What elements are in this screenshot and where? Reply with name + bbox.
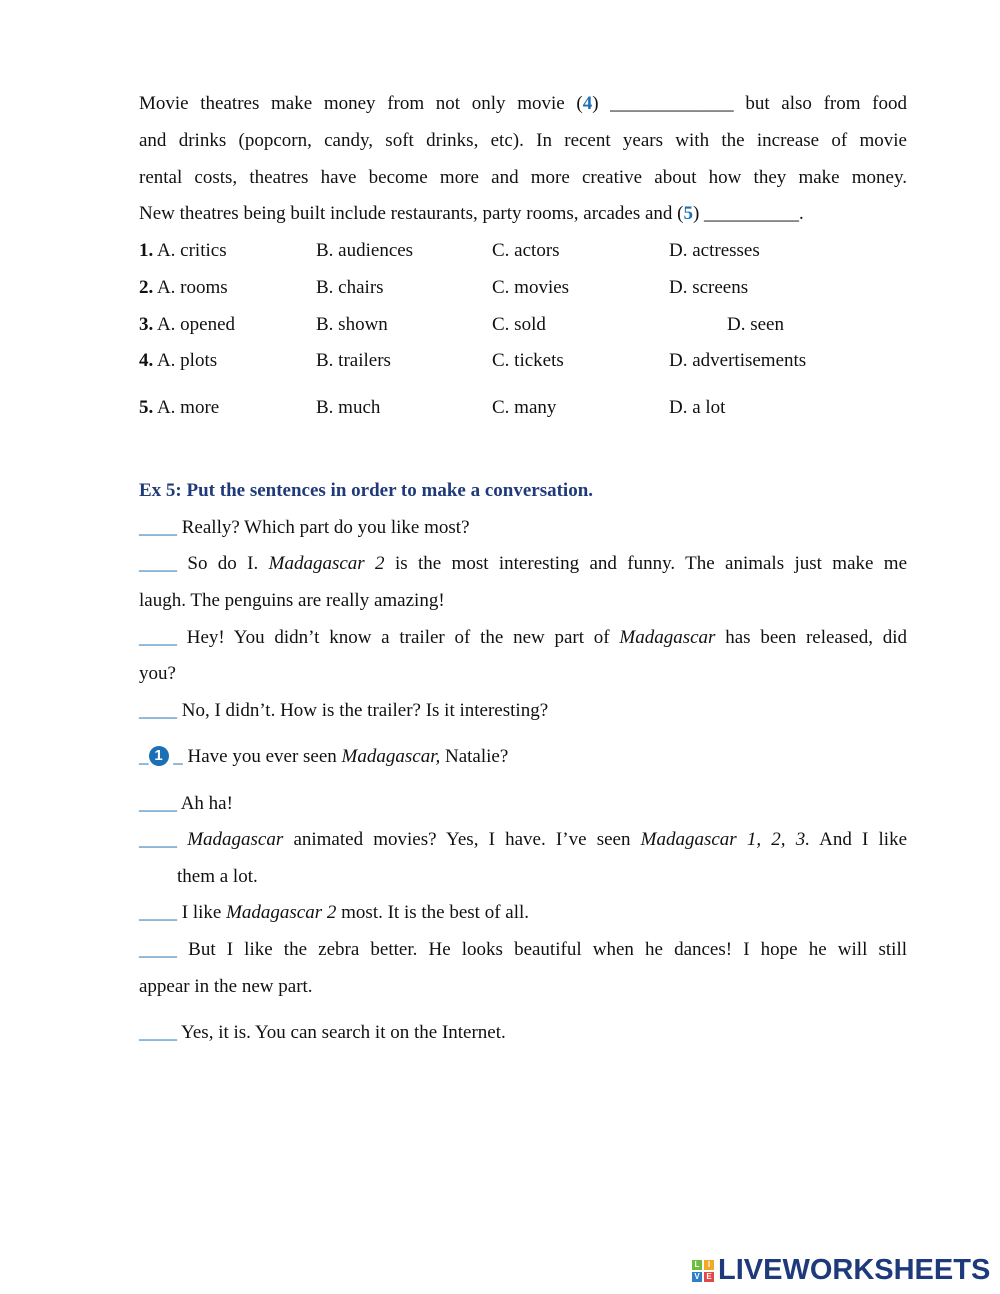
sentence: ____ No, I didn’t. How is the trailer? Is it interesting? xyxy=(139,700,549,721)
liveworksheets-logo: L I V E LIVEWORKSHEETS xyxy=(692,1254,990,1287)
answer-blank[interactable]: ____ xyxy=(139,700,177,721)
sentence-example: _ 1 _ Have you ever seen Madagascar, Natalie? xyxy=(139,746,509,767)
sentence-continuation: laugh. The penguins are really amazing! xyxy=(139,590,445,611)
exercise-heading: Ex 5: Put the sentences in order to make a conversation. xyxy=(139,480,594,501)
sentence: ____ Really? Which part do you like most? xyxy=(139,517,470,538)
passage-line: rental costs, theatres have become more and more creative about how they make money. xyxy=(139,167,907,188)
logo-icon: L I V E xyxy=(692,1260,714,1282)
answer-blank[interactable]: ____ xyxy=(139,902,177,923)
example-number-badge: 1 xyxy=(149,746,169,766)
sentence: ____ But I like the zebra better. He looks beautiful when he dances! I hope he will still xyxy=(139,939,907,960)
sentence: ____ Yes, it is. You can search it on the Internet. xyxy=(139,1022,506,1043)
answer-blank[interactable]: ____ xyxy=(139,517,177,538)
answer-blank[interactable]: ____ xyxy=(139,553,177,574)
passage-line: and drinks (popcorn, candy, soft drinks, etc). In recent years with the increase of movie xyxy=(139,130,907,151)
passage-line: Movie theatres make money from not only movie (4) _____________ but also from food xyxy=(139,93,907,114)
answer-blank[interactable]: ____ xyxy=(139,939,177,960)
sentence: ____ I like Madagascar 2 most. It is the best of all. xyxy=(139,902,530,923)
sentence-continuation: appear in the new part. xyxy=(139,976,313,997)
passage-line: New theatres being built include restaurants, party rooms, arcades and (5) __________. xyxy=(139,203,804,224)
answer-blank[interactable]: ____ xyxy=(139,829,177,850)
answer-blank[interactable]: ____ xyxy=(139,1022,177,1043)
sentence: ____ Ah ha! xyxy=(139,793,233,814)
sentence-continuation: them a lot. xyxy=(177,866,258,887)
answer-blank[interactable]: ____ xyxy=(139,793,177,814)
sentence: ____ Madagascar animated movies? Yes, I have. I’ve seen Madagascar 1, 2, 3. And I like xyxy=(139,829,908,850)
sentence-continuation: you? xyxy=(139,663,176,684)
answer-blank[interactable]: ____ xyxy=(139,627,177,648)
sentence: ____ So do I. Madagascar 2 is the most interesting and funny. The animals just make me xyxy=(139,553,908,574)
sentence: ____ Hey! You didn’t know a trailer of the new part of Madagascar has been released, did xyxy=(139,627,907,648)
